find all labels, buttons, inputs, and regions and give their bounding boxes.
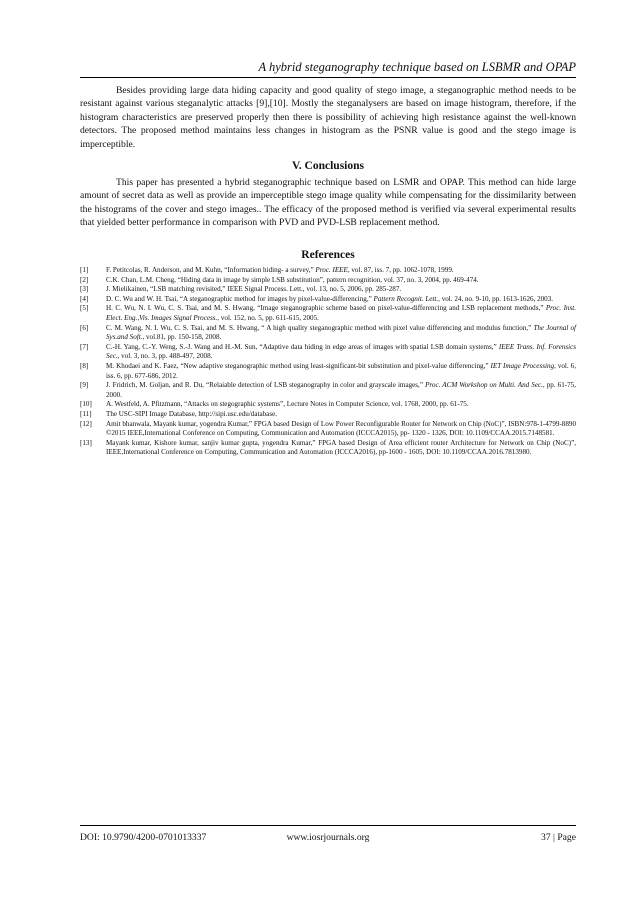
reference-venue: IET Image Processing, bbox=[490, 361, 556, 370]
reference-number: [12] bbox=[80, 419, 92, 428]
intro-paragraph: Besides providing large data hiding capacity and good quality of stego image, a steganographic method needs to be resistant against various steganalytic attacks [9],[10]. Mostly the steganalysers are based on image histogram, therefore, if the histogram characteristics are preserved properly then there is possibility of achieving high resistance against the well-known detectors. The proposed method maintains less changes in histogram as the PSNR value is good and the stego image is imperceptible. bbox=[80, 85, 576, 150]
reference-item bbox=[80, 266, 576, 276]
reference-text: J. Mielikainen, “LSB matching revisited,” IEEE Signal Process. Lett., vol. 13, no. 5, 2006, pp. 285-287. bbox=[106, 285, 402, 294]
reference-text: J. Fridrich, M. Goljan, and R. Du, “Relaiable detection of LSB steganography in color and grayscale images,” Proc. ACM Workshop on Multi. And Sec., pp. 61-75, 2000. bbox=[106, 381, 577, 399]
reference-number: [1] bbox=[80, 266, 89, 274]
reference-item bbox=[80, 381, 576, 400]
reference-item bbox=[80, 420, 576, 439]
reference-item bbox=[80, 400, 576, 410]
reference-number: [3] bbox=[80, 285, 89, 294]
reference-text: C.K. Chan, L.M. Cheng, “Hiding data in image by simple LSB substitution”, pattern recognition, vol. 37, no. 3, 2004, pp. 469-474. bbox=[106, 275, 479, 284]
references-heading: References bbox=[301, 249, 355, 261]
reference-item bbox=[80, 410, 576, 420]
references-list bbox=[80, 266, 576, 458]
reference-number: [6] bbox=[80, 323, 89, 332]
reference-item bbox=[80, 276, 576, 286]
reference-number: [10] bbox=[80, 400, 92, 409]
reference-item bbox=[80, 362, 576, 381]
footer-website: www.iosrjournals.org bbox=[286, 832, 370, 843]
reference-text: C.-H. Yang, C.-Y. Weng, S.-J. Wang and H.-M. Sun, “Adaptive data hiding in edge areas of images with spatial LSB domain systems,” IEEE Trans. Inf. Forensics Sec., vol. 3, no. 3, pp. 488-497, 2008. bbox=[106, 342, 576, 361]
reference-venue: The Journal of Sys.and Soft. bbox=[106, 323, 576, 342]
reference-number: [11] bbox=[80, 409, 92, 418]
footer-divider bbox=[80, 825, 576, 826]
reference-text: Mayank kumar, Kishore kumar, sanjiv kumar gupta, yogendra Kumar,” FPGA based Design of Area efficient router Architecture for Network on Chip (NoC)”, IEEE,International Conference on Computing, Communication and Automation (ICCCA2016), pp-1600 - 1605, DOI: 10.1109/CCAA.2016.7813980. bbox=[106, 438, 576, 457]
reference-number: [7] bbox=[80, 342, 89, 351]
reference-text: A. Westfeld, A. Pfitzmann, “Attacks on stegographic systems”, Lecture Notes in Computer Science, vol. 1768, 2000, pp. 61-75. bbox=[106, 400, 469, 409]
header-divider bbox=[80, 77, 576, 78]
reference-item bbox=[80, 304, 576, 323]
reference-number: [2] bbox=[80, 275, 89, 284]
reference-venue: Proc. Inst. Elect. Eng.,Vis. Images Signal Process., bbox=[106, 304, 576, 322]
footer-doi: DOI: 10.9790/4200-0701013337 bbox=[80, 832, 207, 843]
footer-page-number: 37 | Page bbox=[541, 832, 576, 843]
reference-item bbox=[80, 324, 576, 343]
reference-text: D. C. Wu and W. H. Tsai, “A steganographic method for images by pixel-value-differencing,” Pattern Recognit. Lett., vol. 24, no. 9-10, pp. 1613-1626, 2003. bbox=[106, 294, 554, 303]
reference-number: [9] bbox=[80, 381, 89, 390]
reference-item bbox=[80, 285, 576, 295]
reference-text: C. M. Wang, N. I. Wu, C. S. Tsai, and M. S. Hwang, “ A high quality steganographic method with pixel value differencing and modulus function,” The Journal of Sys.and Soft., vol.81, pp. 150-158, 2008. bbox=[106, 323, 576, 342]
reference-text: The USC-SIPI Image Database, http://sipi.usc.edu/database. bbox=[106, 409, 277, 418]
reference-text: H. C. Wu, N. I. Wu, C. S. Tsai, and M. S. Hwang, “Image steganographic scheme based on pixel-value-differencing and LSB replacement methods,” Proc. Inst. Elect. Eng.,Vis. Images Signal Process., vol. 152, no. 5, pp. 611-615, 2005. bbox=[106, 304, 576, 322]
reference-venue: IEEE Trans. Inf. Forensics Sec., bbox=[106, 342, 576, 361]
reference-item bbox=[80, 295, 576, 305]
reference-number: [4] bbox=[80, 294, 89, 303]
conclusions-heading: V. Conclusions bbox=[291, 160, 364, 172]
reference-item bbox=[80, 343, 576, 362]
running-title: A hybrid steganography technique based on LSBMR and OPAP bbox=[258, 60, 576, 74]
reference-number: [8] bbox=[80, 361, 89, 370]
reference-venue: Pattern Recognit. Lett., bbox=[373, 294, 440, 303]
reference-venue: Proc. IEEE bbox=[315, 266, 348, 274]
reference-number: [5] bbox=[80, 304, 89, 313]
page-footer bbox=[80, 832, 576, 846]
reference-item bbox=[80, 439, 576, 458]
reference-text: Amit bhanwala, Mayank kumar, yogendra Kumar,” FPGA based Design of Low Power Reconfigurable Router for Network on Chip (NoC)”, ISBN:978-1-4799-8890 ©2015 IEEE,International Conference on Computing, Communication and Automation (ICCCA2015), pp- 1320 - 1326, DOI: 10.1109/CCAA.2015.7148581. bbox=[106, 419, 576, 438]
reference-text: M. Khodaei and K. Faez, “New adaptive steganographic method using least-significant-bit substitution and pixel-value differencing,” IET Image Processing, vol. 6, iss. 6, pp. 677-686, 2012. bbox=[106, 361, 576, 380]
conclusions-paragraph: This paper has presented a hybrid steganographic technique based on LSMR and OPAP. This method can hide large amount of secret data as well as provide an imperceptible stego image quality while compensating for the dissimilarity between the histograms of the cover and stego images.. The efficacy of the proposed method is verified via several experimental results that yielded better performance in comparison with PVD and PVD-LSB replacement method. bbox=[80, 177, 576, 229]
reference-venue: Proc. ACM Workshop on Multi. And Sec., bbox=[425, 381, 545, 390]
reference-text: F. Petitcolas, R. Anderson, and M. Kuhn, “Information hiding- a survey,” Proc. IEEE, vol. 87, iss. 7, pp. 1062-1078, 1999. bbox=[106, 266, 454, 274]
reference-number: [13] bbox=[80, 438, 92, 447]
